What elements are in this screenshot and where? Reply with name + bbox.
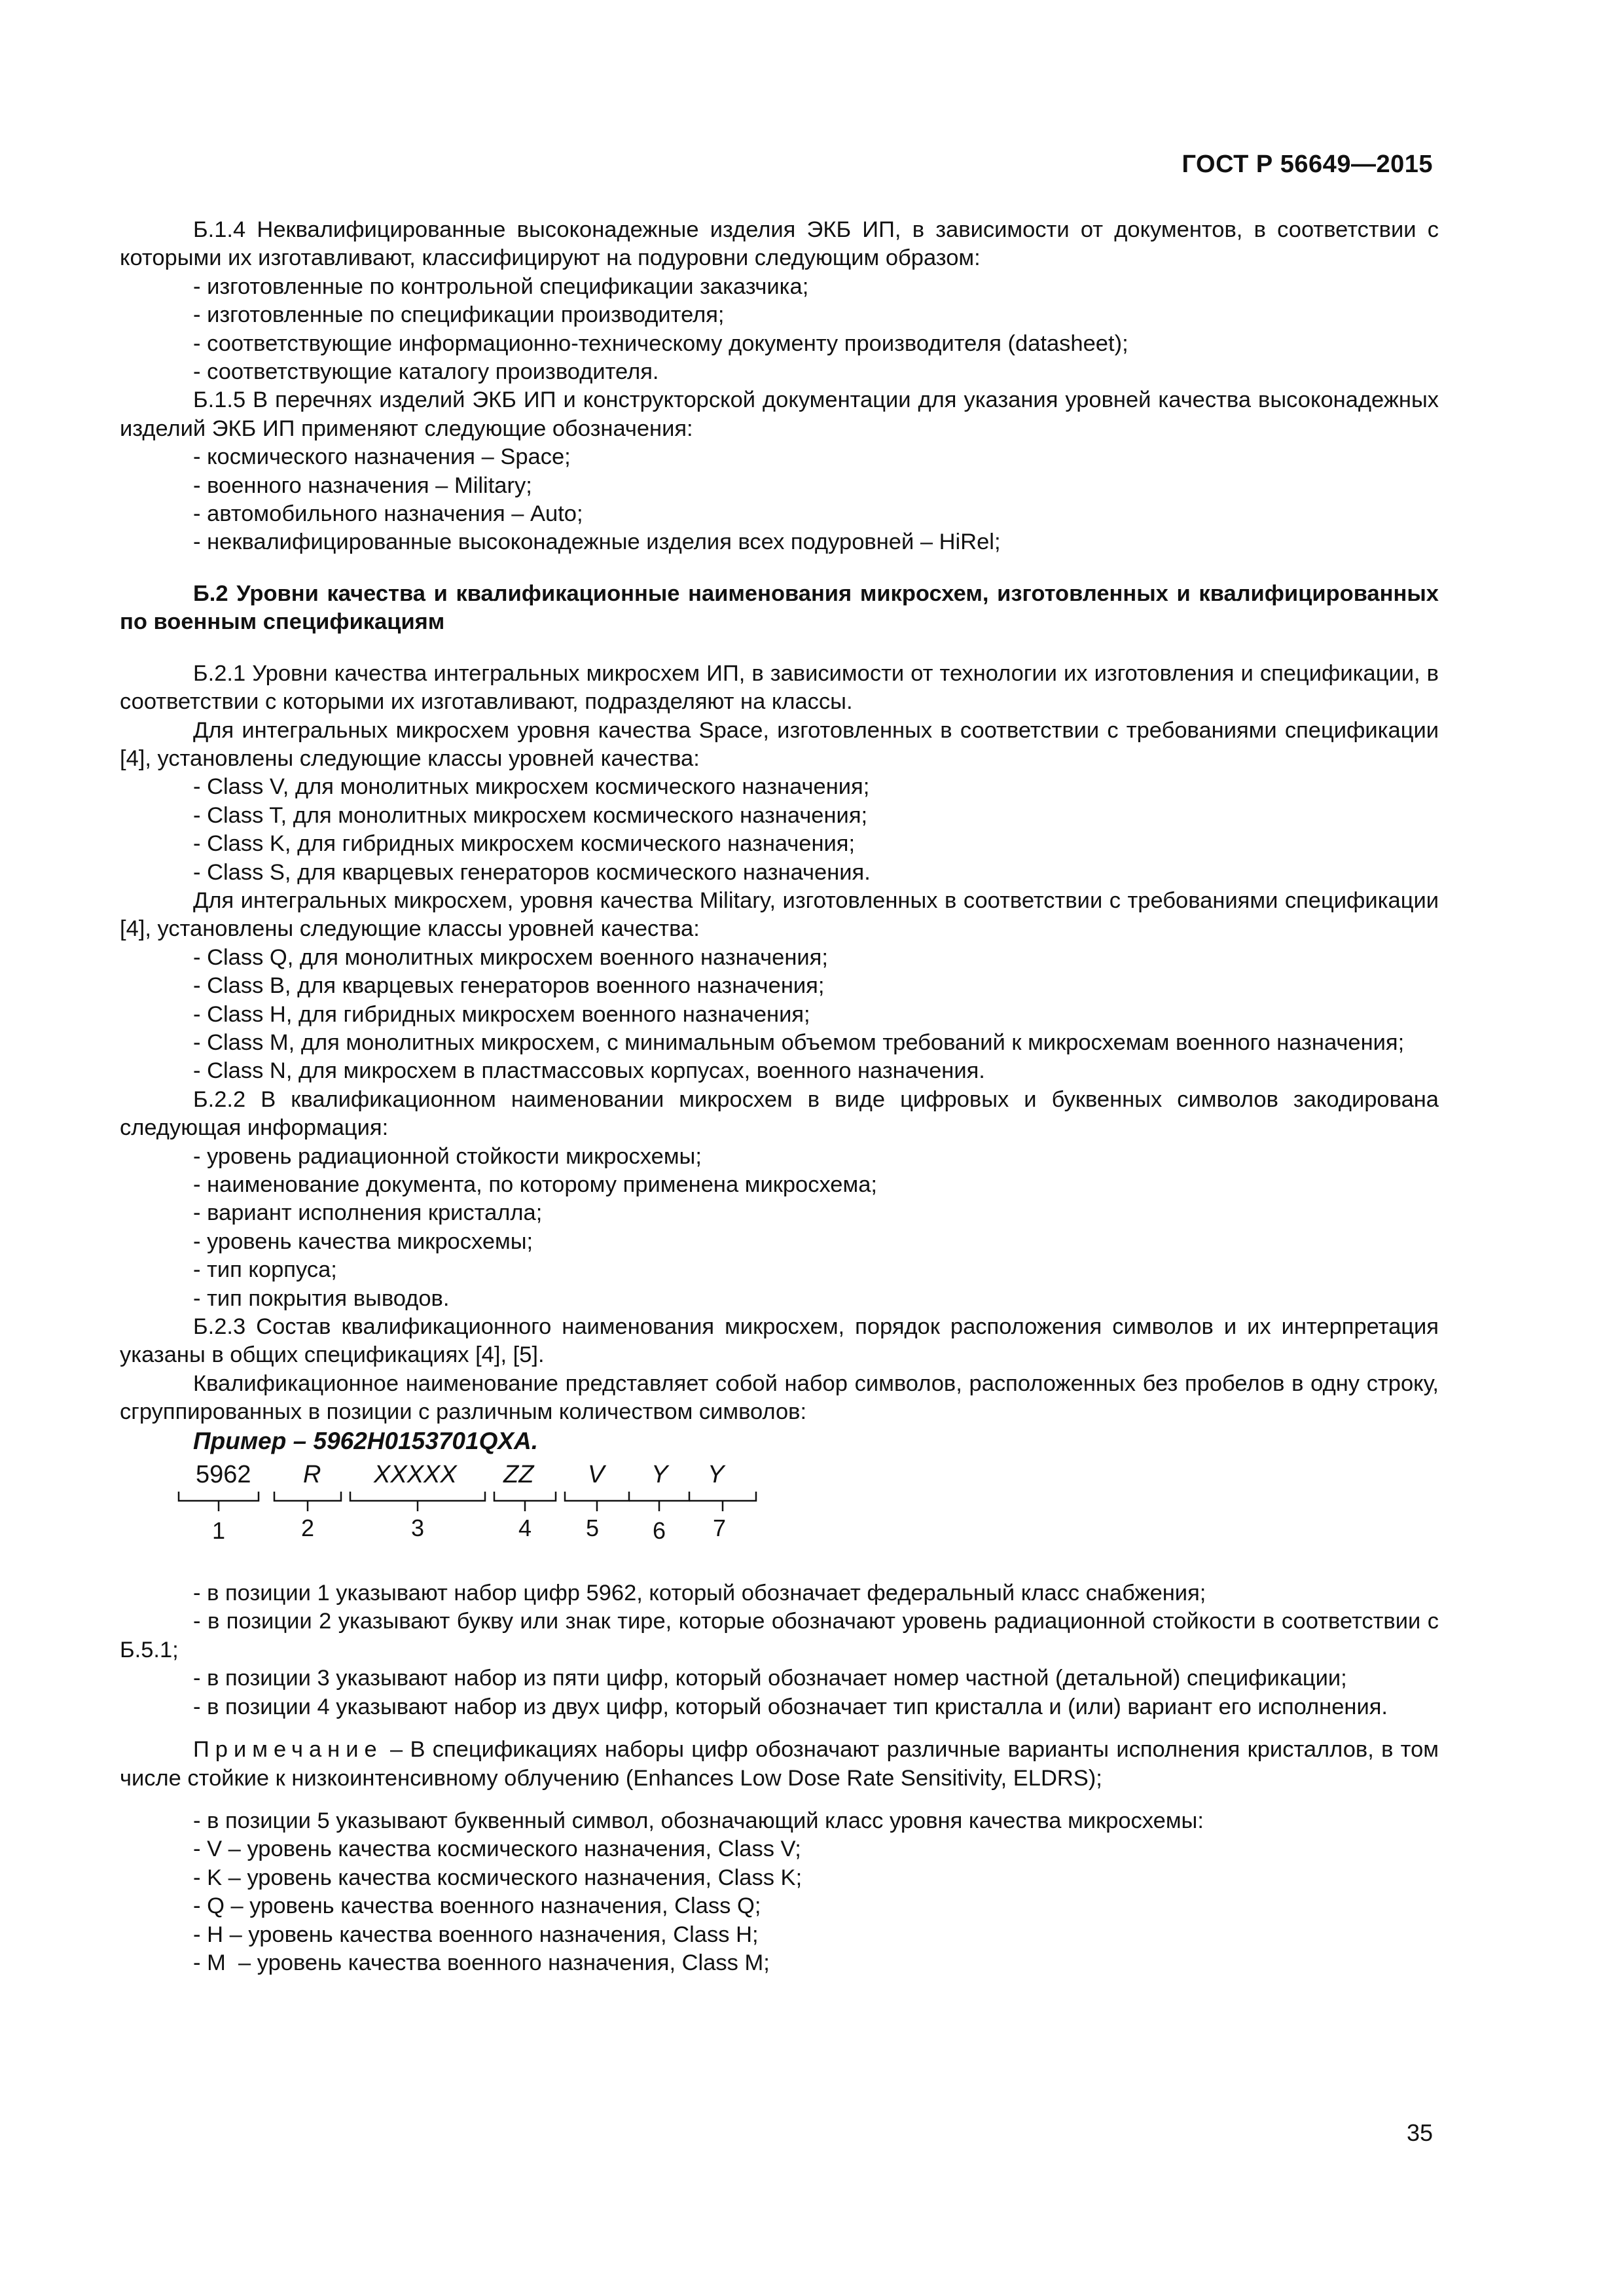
list-item: - соответствующие каталогу производителя. <box>193 359 659 385</box>
list-item: - автомобильного назначения – Auto; <box>193 501 583 527</box>
paragraph-space-intro: Для интегральных микросхем уровня качества Space, изготовленных в соответствии с требованиями спецификации [4], установлены следующие классы уровней качества: <box>120 717 1439 771</box>
position-number: 3 <box>410 1515 425 1542</box>
bracket-1 <box>179 1492 259 1511</box>
paragraph-military-intro: Для интегральных микросхем, уровня качества Military, изготовленных в соответствии с требованиями спецификации [4], установлены следующие классы уровней качества: <box>120 888 1439 942</box>
document-header: ГОСТ Р 56649—2015 <box>1182 151 1433 178</box>
list-item: - космического назначения – Space; <box>193 444 571 470</box>
bracket-6 <box>629 1492 689 1511</box>
list-item: - в позиции 2 указывают букву или знак тире, которые обозначают уровень радиационной стойкости в соответствии с Б.5.1; <box>120 1609 1439 1662</box>
list-item: - Class B, для кварцевых генераторов военного назначения; <box>193 973 825 999</box>
list-item: - уровень радиационной стойкости микросхемы; <box>193 1143 702 1169</box>
code-group-7: Y <box>708 1461 725 1489</box>
code-group-6: Y <box>651 1461 668 1489</box>
position-number: 5 <box>585 1515 600 1542</box>
paragraph-b23-intro: Б.2.3 Состав квалификационного наименования микросхем, порядок расположения символов и их интерпретация указаны в общих спецификациях [4], [5]. <box>120 1314 1439 1368</box>
list-item: - военного назначения – Military; <box>193 473 532 498</box>
paragraph-b21-intro: Б.2.1 Уровни качества интегральных микросхем ИП, в зависимости от технологии их изготовления и спецификации, в соответствии с которыми их изготавливают, подразделяют на классы. <box>120 660 1439 715</box>
list-item: - Class S, для кварцевых генераторов космического назначения. <box>193 859 871 885</box>
list-item: - Q – уровень качества военного назначения, Class Q; <box>193 1893 761 1919</box>
position-number: 4 <box>518 1515 532 1542</box>
list-item: - вариант исполнения кристалла; <box>193 1200 543 1226</box>
position-number: 6 <box>652 1517 666 1545</box>
list-item: - V – уровень качества космического назначения, Class V; <box>193 1837 801 1862</box>
document-body <box>120 216 1439 1977</box>
bracket-3 <box>350 1492 485 1511</box>
list-item: - Class K, для гибридных микросхем космического назначения; <box>193 831 856 857</box>
list-item: - в позиции 3 указывают набор из пяти цифр, который обозначает номер частной (детальной) спецификации; <box>193 1666 1347 1691</box>
bracket-2 <box>274 1492 341 1511</box>
list-item: - изготовленные по спецификации производителя; <box>193 302 725 328</box>
list-item: - Class N, для микросхем в пластмассовых корпусах, военного назначения. <box>193 1058 985 1084</box>
list-item: - Class H, для гибридных микросхем военного назначения; <box>193 1001 810 1027</box>
paragraph-b23-desc: Квалификационное наименование представляет собой набор символов, расположенных без пробелов в одну строку, сгруппированных в позиции с различным количеством символов: <box>120 1371 1439 1425</box>
bracket-4 <box>494 1492 556 1511</box>
code-group-2: R <box>303 1461 321 1489</box>
bracket-5 <box>565 1492 629 1511</box>
note-label: Примечание <box>193 1737 383 1763</box>
code-group-1: 5962 <box>196 1461 251 1489</box>
list-item: - Class T, для монолитных микросхем космического назначения; <box>193 802 868 828</box>
list-item: - уровень качества микросхемы; <box>193 1229 533 1254</box>
list-item: - изготовленные по контрольной спецификации заказчика; <box>193 274 809 299</box>
code-group-5: V <box>588 1461 605 1489</box>
code-structure-svg <box>120 1455 905 1579</box>
paragraph-b14-intro: Б.1.4 Неквалифицированные высоконадежные изделия ЭКБ ИП, в зависимости от документов, в соответствии с которыми их изготавливают, классифицируют на подуровни следующим образом: <box>120 217 1439 271</box>
list-item: - в позиции 1 указывают набор цифр 5962, который обозначает федеральный класс снабжения; <box>193 1581 1206 1606</box>
paragraph-b15-intro: Б.1.5 В перечнях изделий ЭКБ ИП и конструкторской документации для указания уровней качества высоконадежных изделий ЭКБ ИП применяют следующие обозначения: <box>120 387 1439 441</box>
list-item: - M – уровень качества военного назначения, Class M; <box>193 1950 770 1975</box>
position-number: 1 <box>211 1517 226 1545</box>
bracket-7 <box>689 1492 756 1511</box>
list-item: - Class Q, для монолитных микросхем военного назначения; <box>193 944 828 970</box>
paragraph-pos5-intro: - в позиции 5 указывают буквенный символ, обозначающий класс уровня качества микросхемы: <box>193 1808 1204 1833</box>
paragraph-b22-intro: Б.2.2 В квалификационном наименовании микросхем в виде цифровых и буквенных символов закодирована следующая информация: <box>120 1086 1439 1141</box>
list-item: - соответствующие информационно-техническому документу производителя (datasheet); <box>193 331 1128 356</box>
position-number: 2 <box>300 1515 315 1542</box>
list-item: - Class M, для монолитных микросхем, с минимальным объемом требований к микросхемам военного назначения; <box>193 1030 1405 1055</box>
list-item: - в позиции 4 указывают набор из двух цифр, который обозначает тип кристалла и (или) вариант его исполнения. <box>193 1694 1388 1719</box>
note-text: – В спецификациях наборы цифр обозначают различные варианты исполнения кристаллов, в том числе стойкие к низкоинтенсивному облучению (Enhances Low Dose Rate Sensitivity, ELDRS); <box>120 1737 1439 1791</box>
code-group-3: XXXXX <box>374 1461 457 1489</box>
list-item: - Class V, для монолитных микросхем космического назначения; <box>193 774 870 800</box>
section-heading-b2: Б.2 Уровни качества и квалификационные наименования микросхем, изготовленных и квалифицированных по военным спецификациям <box>120 581 1439 635</box>
list-item: - тип корпуса; <box>193 1257 337 1283</box>
page-number: 35 <box>1406 2119 1433 2146</box>
example-code: Пример – 5962H0153701QXA. <box>193 1427 539 1454</box>
code-group-4: ZZ <box>503 1461 534 1489</box>
list-item: - H – уровень качества военного назначения, Class H; <box>193 1922 759 1947</box>
note-paragraph <box>120 1736 1439 1793</box>
position-number: 7 <box>712 1515 727 1542</box>
list-item: - тип покрытия выводов. <box>193 1285 450 1311</box>
list-item: - наименование документа, по которому применена микросхема; <box>193 1172 877 1197</box>
list-item: - K – уровень качества космического назначения, Class K; <box>193 1865 803 1890</box>
list-item: - неквалифицированные высоконадежные изделия всех подуровней – HiRel; <box>193 529 1001 555</box>
code-structure-diagram <box>120 1455 1439 1579</box>
